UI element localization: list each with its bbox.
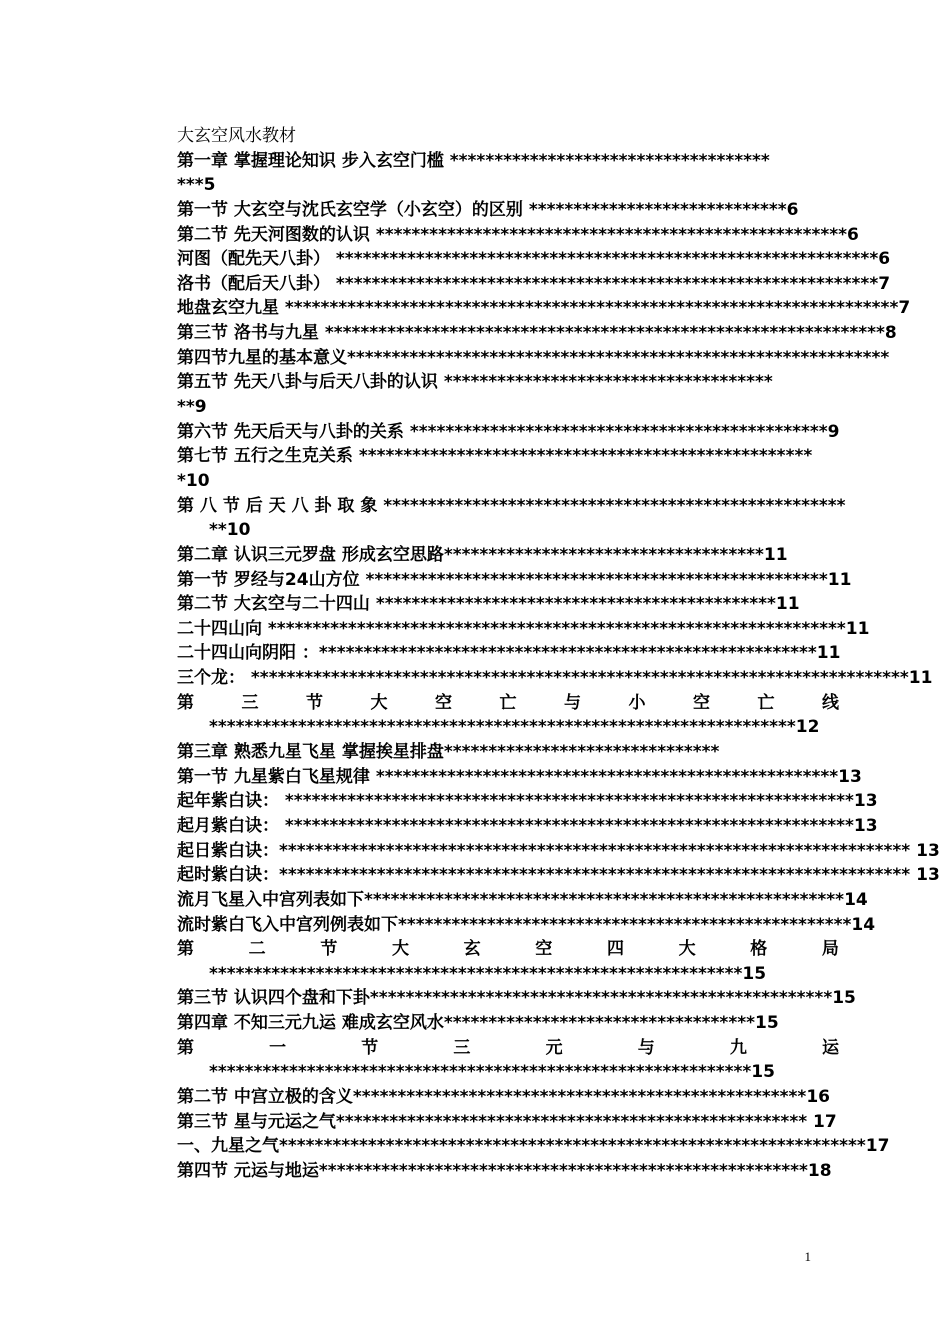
toc-entry-glyph: 第 bbox=[177, 692, 194, 713]
toc-entry: 三个龙： **************************************************************************11 bbox=[177, 668, 933, 689]
toc-entry: 一、九星之气******************************************************************17 bbox=[177, 1136, 890, 1157]
toc-entry-glyph: 九 bbox=[729, 1037, 747, 1058]
toc-entry: 第三节 星与元运之气***************************************************** 17 bbox=[177, 1111, 837, 1132]
toc-entry-glyph: 空 bbox=[693, 692, 710, 713]
toc-entry: *************************************************************15 bbox=[209, 1062, 775, 1083]
toc-entry: 起日紫白诀：*********************************************************************** 13 bbox=[177, 840, 940, 861]
toc-entry: 第二章 认识三元罗盘 形成玄空思路************************************11 bbox=[177, 544, 788, 565]
toc-entry: 第二节 先天河图数的认识 *****************************************************6 bbox=[177, 224, 859, 245]
toc-entry: 二十四山向 *****************************************************************11 bbox=[177, 618, 870, 639]
toc-entry-glyph: 亡 bbox=[757, 692, 775, 713]
toc-entry: ******************************************************************12 bbox=[209, 717, 820, 738]
toc-entry-glyph: 一 bbox=[269, 1037, 287, 1058]
toc-entry: 第三节 洛书与九星 ***************************************************************8 bbox=[177, 323, 897, 344]
toc-entry: **10 bbox=[209, 520, 251, 541]
toc-entry-glyph: 格 bbox=[750, 939, 768, 960]
toc-entry: *10 bbox=[177, 470, 210, 491]
toc-entry bbox=[177, 937, 839, 962]
toc-entry-glyph: 节 bbox=[361, 1037, 379, 1058]
toc-entry-glyph: 运 bbox=[821, 1037, 839, 1058]
toc-entry-glyph: 第 bbox=[177, 939, 194, 960]
toc-entry: 第四节 元运与地运*******************************************************18 bbox=[177, 1160, 832, 1181]
toc-entry: 第六节 先天后天与八卦的关系 ***********************************************9 bbox=[177, 421, 840, 442]
toc-entry: 第四节九星的基本意义************************************************************* bbox=[177, 347, 890, 368]
toc-entry: ***5 bbox=[177, 175, 216, 196]
toc-entry: **9 bbox=[177, 397, 207, 418]
table-of-contents bbox=[177, 124, 940, 1184]
toc-entry: 起年紫白诀： ****************************************************************13 bbox=[177, 791, 878, 812]
toc-entry: 第七节 五行之生克关系 *************************************************** bbox=[177, 446, 813, 467]
toc-entry-glyph: 空 bbox=[535, 939, 553, 960]
toc-entry: 流时紫白飞入中宫列例表如下***************************************************14 bbox=[177, 914, 876, 935]
toc-entry-glyph: 玄 bbox=[463, 939, 481, 960]
toc-lines bbox=[177, 149, 940, 1184]
toc-entry-glyph: 节 bbox=[320, 939, 338, 960]
toc-entry: 第五节 先天八卦与后天八卦的认识 ************************************* bbox=[177, 372, 773, 393]
toc-entry-glyph: 三 bbox=[241, 692, 259, 713]
toc-entry-glyph: 节 bbox=[306, 692, 323, 713]
toc-entry-glyph: 小 bbox=[628, 692, 646, 713]
toc-entry-glyph: 大 bbox=[678, 939, 696, 960]
toc-entry: 第二节 中宫立极的含义***************************************************16 bbox=[177, 1086, 830, 1107]
toc-entry: 流月飞星入中宫列表如下******************************************************14 bbox=[177, 889, 868, 910]
toc-entry: 第一节 罗经与24山方位 ****************************************************11 bbox=[177, 569, 852, 590]
toc-entry-glyph: 空 bbox=[435, 692, 452, 713]
toc-entry-glyph: 三 bbox=[453, 1037, 471, 1058]
toc-entry-glyph: 亡 bbox=[499, 692, 517, 713]
toc-entry-glyph: 第 bbox=[177, 1037, 194, 1058]
toc-entry: 洛书（配后天八卦） *************************************************************7 bbox=[177, 273, 891, 294]
toc-entry: 第一节 大玄空与沈氏玄空学（小玄空）的区别 *****************************6 bbox=[177, 199, 799, 220]
toc-entry bbox=[177, 691, 839, 716]
toc-entry-glyph: 二 bbox=[248, 939, 266, 960]
toc-entry bbox=[177, 1036, 839, 1061]
toc-entry: 地盘玄空九星 *********************************************************************7 bbox=[177, 298, 911, 319]
toc-entry: 起月紫白诀： ****************************************************************13 bbox=[177, 815, 878, 836]
toc-entry-glyph: 大 bbox=[370, 692, 388, 713]
toc-entry: 起时紫白诀：*********************************************************************** 13 bbox=[177, 865, 940, 886]
toc-entry: 第二节 大玄空与二十四山 *********************************************11 bbox=[177, 594, 800, 615]
toc-entry: 第三章 熟悉九星飞星 掌握挨星排盘******************************* bbox=[177, 742, 720, 763]
document-title: 大玄空风水教材 bbox=[177, 126, 296, 146]
toc-entry-glyph: 大 bbox=[391, 939, 409, 960]
toc-entry-glyph: 元 bbox=[545, 1037, 563, 1058]
toc-entry: 第四章 不知三元九运 难成玄空风水***********************************15 bbox=[177, 1013, 779, 1034]
toc-entry-glyph: 局 bbox=[821, 939, 839, 960]
toc-entry: 河图（配先天八卦） *************************************************************6 bbox=[177, 249, 891, 270]
toc-entry-glyph: 四 bbox=[606, 939, 624, 960]
toc-entry-glyph: 与 bbox=[637, 1037, 655, 1058]
toc-entry: 第三节 认识四个盘和下卦****************************************************15 bbox=[177, 988, 856, 1009]
toc-entry: ************************************************************15 bbox=[209, 963, 767, 984]
page-number: 1 bbox=[804, 1249, 811, 1264]
toc-entry: 第 八 节 后 天 八 卦 取 象 **************************************************** bbox=[177, 495, 846, 516]
toc-entry-glyph: 线 bbox=[822, 692, 839, 713]
toc-entry-glyph: 与 bbox=[564, 692, 581, 713]
toc-entry: 第一章 掌握理论知识 步入玄空门槛 ************************************ bbox=[177, 150, 770, 171]
toc-entry: 第一节 九星紫白飞星规律 ****************************************************13 bbox=[177, 766, 862, 787]
toc-entry: 二十四山向阴阳 ：********************************************************11 bbox=[177, 643, 841, 664]
